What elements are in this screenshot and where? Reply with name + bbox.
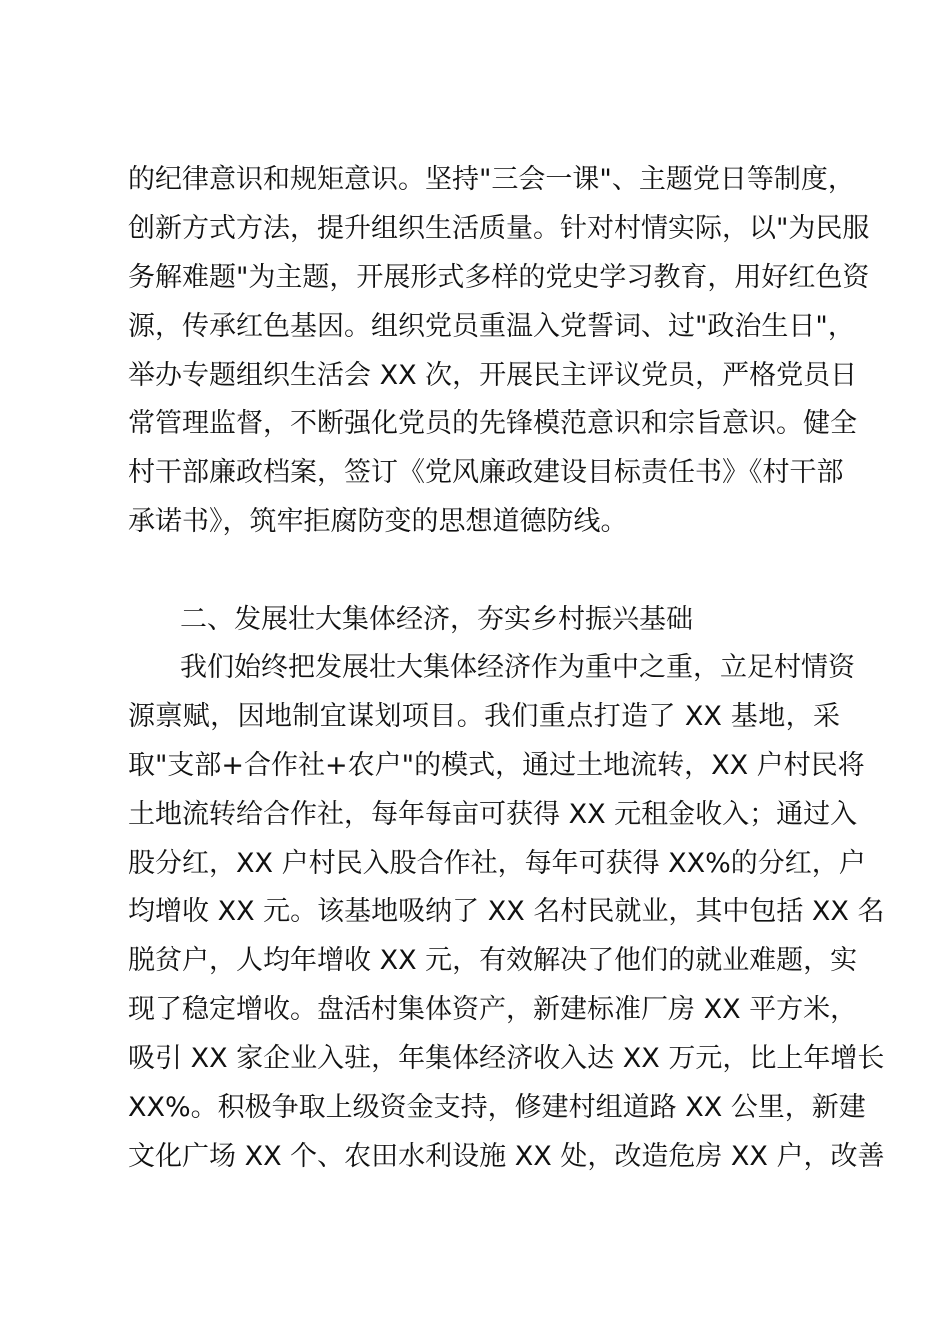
paragraph-continued xyxy=(128,156,870,547)
text-line: 举办专题组织生活会 XX 次，开展民主评议党员，严格党员日 xyxy=(128,359,858,391)
text-line: 的纪律意识和规矩意识。坚持"三会一课"、主题党日等制度， xyxy=(128,164,855,195)
text-line: XX%。积极争取上级资金支持，修建村组道路 XX 公里，新建 xyxy=(128,1092,866,1124)
text-line: 村干部廉政档案，签订《党风廉政建设目标责任书》《村干部 xyxy=(128,457,844,489)
text-line: 吸引 XX 家企业入驻，年集体经济收入达 XX 万元，比上年增长 xyxy=(128,1043,885,1075)
text-line: 务解难题"为主题，开展形式多样的党史学习教育，用好红色资 xyxy=(128,261,870,293)
text-line: 取"支部+合作社+农户"的模式，通过土地流转，XX 户村民将 xyxy=(128,749,865,781)
text-line: 文化广场 XX 个、农田水利设施 XX 处，改造危房 XX 户，改善 xyxy=(128,1140,885,1172)
text-line: 我们始终把发展壮大集体经济作为重中之重，立足村情资 xyxy=(180,652,855,683)
section-heading: 二、发展壮大集体经济，夯实乡村振兴基础 xyxy=(180,604,693,635)
text-line: 均增收 XX 元。该基地吸纳了 XX 名村民就业，其中包括 XX 名 xyxy=(128,896,885,928)
text-line: 源，传承红色基因。组织党员重温入党誓词、过"政治生日"， xyxy=(128,310,855,342)
paragraph-2 xyxy=(128,644,885,1182)
text-line: 创新方式方法，提升组织生活质量。针对村情实际，以"为民服 xyxy=(128,212,870,244)
text-line: 承诺书》，筑牢拒腐防变的思想道德防线。 xyxy=(128,506,628,538)
text-line: 源禀赋，因地制宜谋划项目。我们重点打造了 XX 基地，采 xyxy=(128,700,840,732)
text-line: 股分红，XX 户村民入股合作社，每年可获得 XX%的分红，户 xyxy=(128,847,866,879)
text-line: 现了稳定增收。盘活村集体资产，新建标准厂房 XX 平方米， xyxy=(128,994,858,1026)
text-line: 脱贫户，人均年增收 XX 元，有效解决了他们的就业难题，实 xyxy=(128,945,858,977)
text-line: 常管理监督，不断强化党员的先锋模范意识和宗旨意识。健全 xyxy=(128,408,857,440)
text-line: 土地流转给合作社，每年每亩可获得 XX 元租金收入；通过入 xyxy=(128,798,858,830)
